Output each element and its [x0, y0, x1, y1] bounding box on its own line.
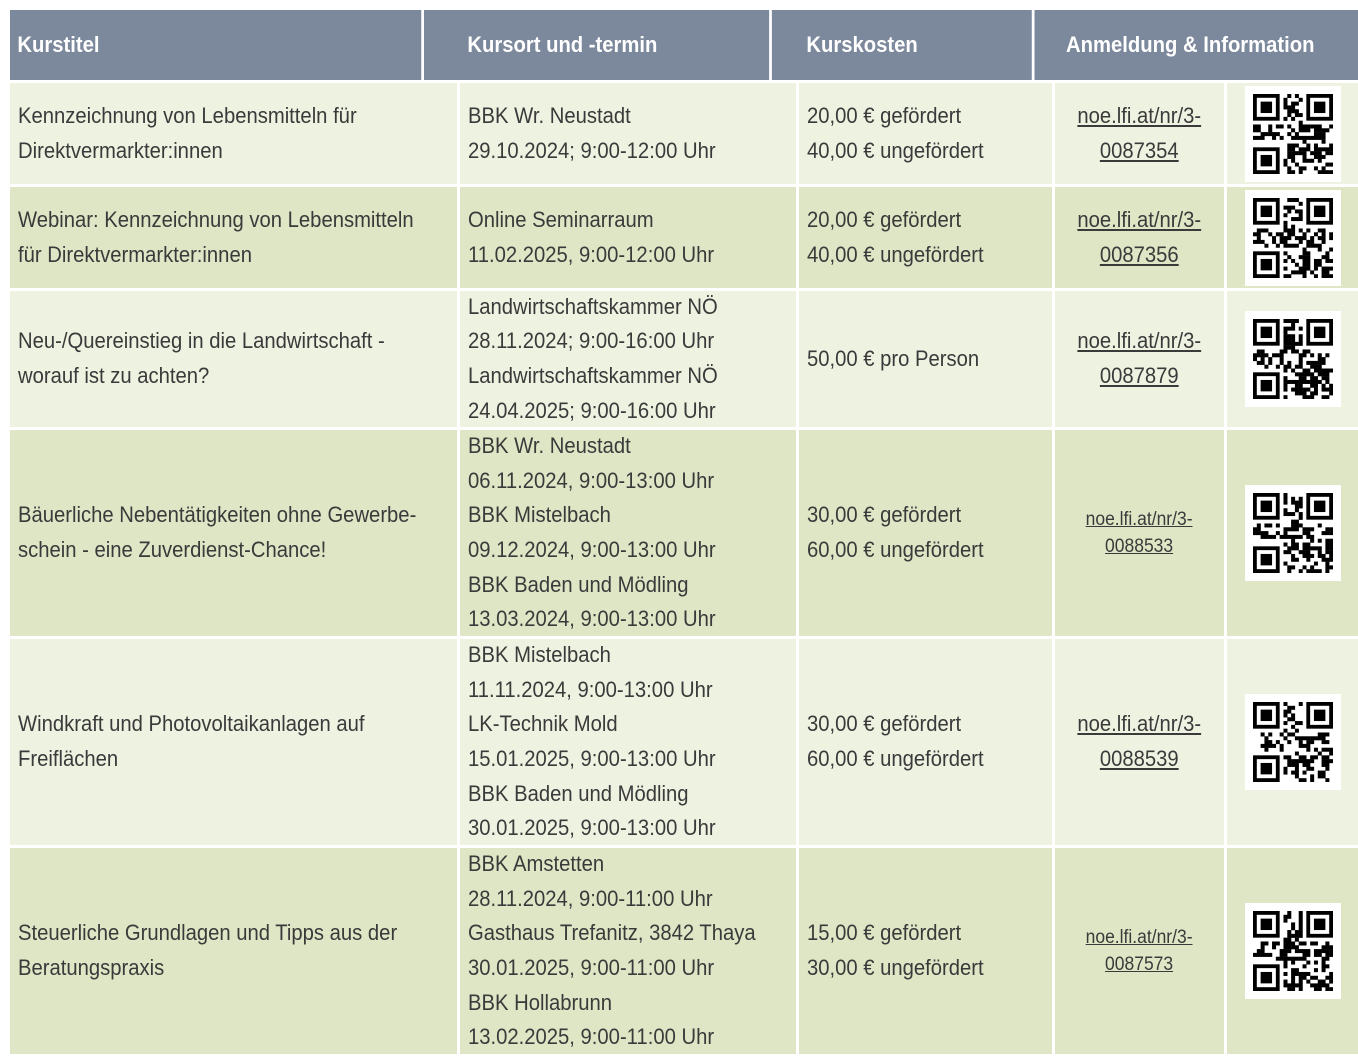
cost-line: 30,00 € gefördert [807, 502, 962, 528]
header-anmeldung: Anmeldung & Information [1066, 32, 1315, 57]
course-location-dates [460, 848, 799, 1054]
course-title-line: Direktvermarkter:innen [18, 137, 223, 163]
cost-line: 60,00 € ungefördert [807, 746, 984, 771]
course-title-line: Bäuerliche Nebentätigkeiten ohne Gewerbe- [18, 502, 417, 528]
registration-link[interactable] [1072, 203, 1207, 272]
qr-code-icon [1245, 694, 1341, 790]
qr-code-icon [1245, 485, 1341, 581]
registration-link[interactable] [1072, 324, 1207, 393]
location-line: 11.11.2024, 9:00-13:00 Uhr [468, 676, 713, 702]
qr-code-icon [1245, 903, 1341, 999]
course-title [10, 83, 460, 184]
header-kurstitel: Kurstitel [10, 10, 424, 80]
location-line: BBK Wr. Neustadt [468, 102, 631, 128]
location-line: BBK Wr. Neustadt [468, 433, 631, 459]
location-line: 30.01.2025, 9:00-13:00 Uhr [468, 815, 716, 841]
course-title [10, 848, 460, 1054]
registration-link-line: noe.lfi.at/nr/3- [1086, 927, 1193, 948]
course-title-line: worauf ist zu achten? [18, 363, 210, 388]
registration-link-cell [1055, 639, 1227, 845]
registration-link-line: noe.lfi.at/nr/3- [1077, 328, 1202, 354]
cost-line: 60,00 € ungefördert [807, 537, 984, 562]
table-row [10, 848, 1358, 1057]
course-costs [799, 430, 1055, 636]
course-title-line: für Direktvermarkter:innen [18, 241, 252, 267]
course-costs [799, 83, 1055, 184]
location-line: 28.11.2024; 9:00-16:00 Uhr [468, 328, 715, 354]
registration-link-cell [1055, 848, 1227, 1054]
registration-link[interactable] [1081, 506, 1197, 560]
registration-link[interactable] [1072, 707, 1207, 776]
course-location-dates [460, 639, 799, 845]
table-row [10, 83, 1358, 187]
qr-cell [1227, 430, 1358, 636]
location-line: LK-Technik Mold [468, 711, 618, 737]
course-location-dates [460, 430, 799, 636]
cost-line: 20,00 € gefördert [807, 206, 962, 232]
course-title [10, 187, 460, 288]
registration-link-line: noe.lfi.at/nr/3- [1086, 509, 1193, 530]
qr-cell [1227, 848, 1358, 1054]
course-title-line: Webinar: Kennzeichnung von Lebensmitteln [18, 206, 414, 232]
registration-link-line: 0087573 [1105, 954, 1174, 975]
course-table [10, 10, 1358, 1057]
cost-line: 40,00 € ungefördert [807, 137, 984, 163]
location-line: 09.12.2024, 9:00-13:00 Uhr [468, 537, 716, 562]
registration-link-line: 0087354 [1100, 137, 1179, 163]
qr-cell [1227, 291, 1358, 427]
location-line: BBK Amstetten [468, 851, 605, 877]
cost-line: 15,00 € gefördert [807, 920, 962, 946]
location-line: 15.01.2025, 9:00-13:00 Uhr [468, 746, 716, 771]
location-line: BBK Mistelbach [468, 502, 611, 528]
table-row [10, 430, 1358, 639]
registration-link-line: 0088539 [1100, 746, 1179, 771]
qr-code-icon [1245, 190, 1341, 286]
course-title [10, 639, 460, 845]
table-row [10, 639, 1358, 848]
location-line: Landwirtschaftskammer NÖ [468, 293, 718, 319]
course-title-line: Freiflächen [18, 746, 119, 771]
registration-link-line: noe.lfi.at/nr/3- [1077, 102, 1202, 128]
location-line: 06.11.2024, 9:00-13:00 Uhr [468, 467, 715, 493]
header-kurskosten: Kurskosten [799, 10, 1035, 80]
course-title-line: Steuerliche Grundlagen und Tipps aus der [18, 920, 398, 946]
cost-line: 30,00 € gefördert [807, 711, 962, 737]
location-line: Landwirtschaftskammer NÖ [468, 363, 718, 388]
registration-link-line: noe.lfi.at/nr/3- [1077, 206, 1202, 232]
location-line: BBK Baden und Mödling [468, 780, 689, 806]
registration-link-line: noe.lfi.at/nr/3- [1077, 711, 1202, 737]
qr-cell [1227, 187, 1358, 288]
location-line: 13.02.2025, 9:00-11:00 Uhr [468, 1024, 715, 1050]
table-header [10, 10, 1358, 83]
location-line: 24.04.2025; 9:00-16:00 Uhr [468, 397, 716, 423]
course-location-dates [460, 187, 799, 288]
course-title [10, 291, 460, 427]
location-line: 30.01.2025, 9:00-11:00 Uhr [468, 955, 715, 980]
qr-cell [1227, 83, 1358, 184]
course-location-dates [460, 83, 799, 184]
course-title-line: Beratungspraxis [18, 955, 165, 980]
location-line: 28.11.2024, 9:00-11:00 Uhr [468, 885, 713, 911]
location-line: 11.02.2025, 9:00-12:00 Uhr [468, 241, 715, 267]
location-line: BBK Mistelbach [468, 642, 611, 668]
cost-line: 50,00 € pro Person [807, 345, 980, 371]
registration-link-cell [1055, 187, 1227, 288]
qr-code-icon [1245, 86, 1341, 182]
registration-link-line: 0087356 [1100, 241, 1179, 267]
cost-line: 30,00 € ungefördert [807, 955, 984, 980]
qr-code-icon [1245, 311, 1341, 407]
registration-link[interactable] [1081, 924, 1197, 978]
cost-line: 20,00 € gefördert [807, 102, 962, 128]
registration-link-line: 0088533 [1105, 536, 1174, 557]
location-line: BBK Hollabrunn [468, 989, 613, 1015]
registration-link-cell [1055, 83, 1227, 184]
course-title-line: Kennzeichnung von Lebensmitteln für [18, 102, 357, 128]
course-costs [799, 291, 1055, 427]
location-line: BBK Baden und Mödling [468, 571, 689, 597]
location-line: 29.10.2024; 9:00-12:00 Uhr [468, 137, 716, 163]
header-qr-spacer [1227, 10, 1348, 80]
registration-link[interactable] [1072, 99, 1207, 168]
course-costs [799, 187, 1055, 288]
course-costs [799, 848, 1055, 1054]
registration-link-line: 0087879 [1100, 363, 1179, 388]
location-line: Gasthaus Trefanitz, 3842 Thaya [468, 920, 756, 946]
location-line: Online Seminarraum [468, 206, 654, 232]
header-kursort: Kursort und -termin [460, 10, 772, 80]
course-title-line: Windkraft und Photovoltaikanlagen auf [18, 711, 365, 737]
course-title [10, 430, 460, 636]
course-location-dates [460, 291, 799, 427]
qr-cell [1227, 639, 1358, 845]
cost-line: 40,00 € ungefördert [807, 241, 984, 267]
table-row [10, 187, 1358, 291]
table-row [10, 291, 1358, 430]
course-title-line: Neu-/Quereinstieg in die Landwirtschaft - [18, 328, 385, 354]
registration-link-cell [1055, 430, 1227, 636]
registration-link-cell [1055, 291, 1227, 427]
table-body [10, 83, 1358, 1057]
course-title-line: schein - eine Zuverdienst-Chance! [18, 537, 327, 562]
course-costs [799, 639, 1055, 845]
location-line: 13.03.2024, 9:00-13:00 Uhr [468, 606, 716, 632]
